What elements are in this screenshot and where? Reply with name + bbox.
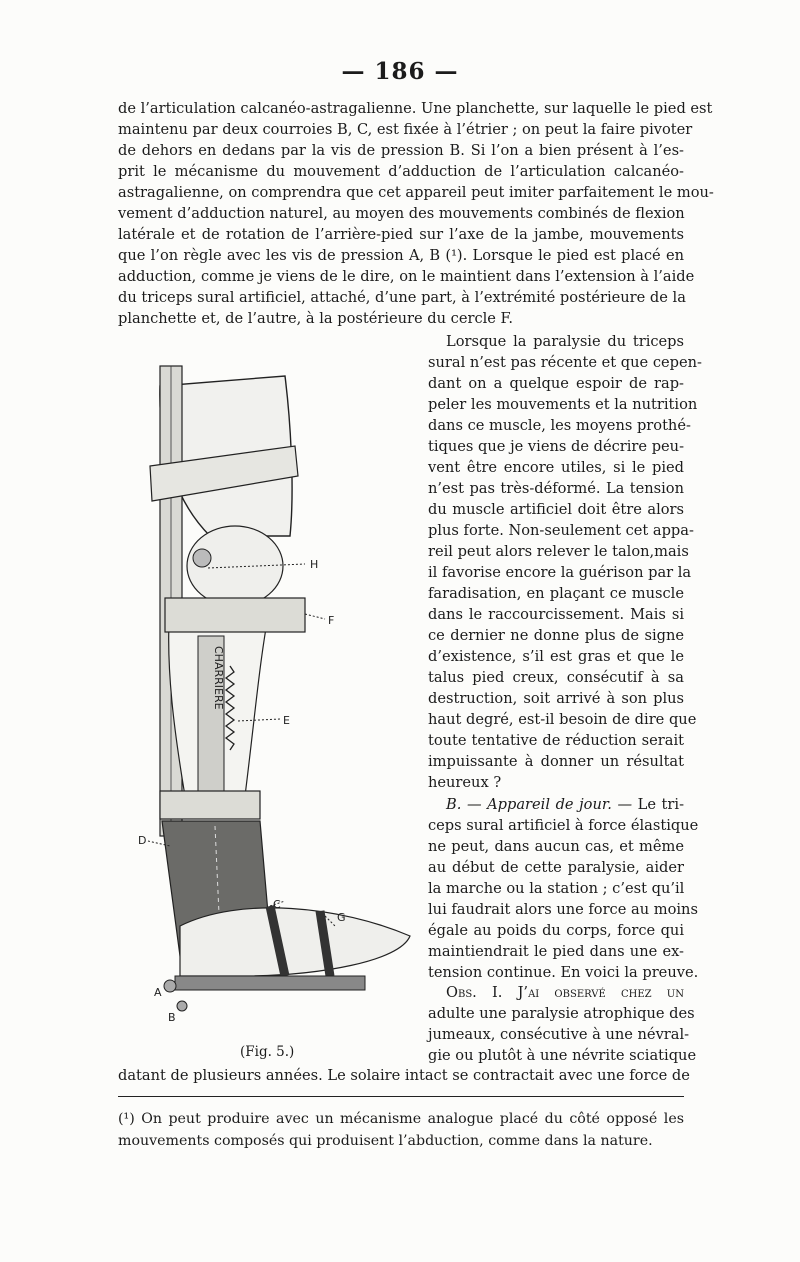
paragraph2-line: reil peut alors relever le talon,mais (428, 543, 689, 560)
paragraph1-line: de dehors en dedans par la vis de pression B. Si l’on a bien présent à l’es- (118, 142, 684, 159)
paragraph2-line: heureux ? (428, 774, 502, 791)
label-A: A (154, 986, 162, 999)
paragraph2-line: d’existence, s’il est gras et que le (428, 648, 684, 665)
paragraph3-line: ceps sural artificiel à force élastique (428, 817, 699, 834)
strap-label: CHARRIERE (212, 646, 225, 710)
paragraph2-line: toute tentative de réduction serait (428, 732, 684, 749)
label-E: E (283, 714, 290, 727)
label-C: C (273, 898, 281, 911)
paragraph2-line: vent être encore utiles, si le pied (428, 459, 684, 476)
paragraph1-line: de l’articulation calcanéo-astragalienne. Une planchette, sur laquelle le pied est (118, 100, 713, 117)
paragraph2-line: haut degré, est-il besoin de dire que (428, 711, 697, 728)
paragraph4-line: adulte une paralysie atrophique des (428, 1005, 695, 1022)
paragraph2-line: talus pied creux, consécutif à sa (428, 669, 684, 686)
paragraph2-line: il favorise encore la guérison par la (428, 564, 692, 581)
figure-caption: (Fig. 5.) (240, 1044, 295, 1060)
paragraph1-line: vement d’adduction naturel, au moyen des mouvements combinés de flexion (118, 205, 685, 222)
paragraph2-line: destruction, soit arrivé à son plus (428, 690, 684, 707)
paragraph2-line: tiques que je viens de décrire peu- (428, 438, 684, 455)
paragraph2-line: ce dernier ne donne plus de signe (428, 627, 684, 644)
leg-brace-illustration (120, 336, 420, 1036)
section-heading: B. — Appareil de jour. — (446, 796, 633, 813)
footnote (118, 1108, 684, 1152)
paragraph2-line: du muscle artificiel doit être alors (428, 501, 684, 518)
paragraph-3 (428, 794, 699, 983)
paragraph1-line: prit le mécanisme du mouvement d’adduction de l’articulation calcanéo- (118, 163, 684, 180)
paragraph1-line: que l’on règle avec les vis de pression A, B (¹). Lorsque le pied est placé en (118, 247, 684, 264)
paragraph1-line: planchette et, de l’autre, à la postérieure du cercle F. (118, 310, 514, 327)
page-number: — 186 — (341, 58, 459, 85)
paragraph2-line: n’est pas très-déformé. La tension (428, 480, 684, 497)
paragraph2-line: Lorsque la paralysie du triceps (446, 333, 684, 350)
paragraph-1 (118, 98, 714, 329)
paragraph2-line: peler les mouvements et la nutrition (428, 396, 698, 413)
paragraph-4 (428, 982, 697, 1066)
observation-heading: Obs. I. J’ai observé chez un (446, 984, 684, 1001)
paragraph4-line: gie ou plutôt à une névrite sciatique (428, 1047, 697, 1064)
paragraph-2 (428, 331, 702, 793)
paragraph-3-first-line: B. — Appareil de jour. — Le tri- (446, 796, 685, 813)
paragraph3-line: ne peut, dans aucun cas, et même (428, 838, 684, 855)
label-D: D (138, 834, 147, 847)
paragraph3-line: tension continue. En voici la preuve. (428, 964, 699, 981)
paragraph3-line: égale au poids du corps, force qui (428, 922, 684, 939)
paragraph1-line: adduction, comme je viens de le dire, on le maintient dans l’extension à l’aide (118, 268, 695, 285)
paragraph3-line: la marche ou la station ; c’est qu’il (428, 880, 685, 897)
paragraph4-line: jumeaux, consécutive à une névral- (428, 1026, 690, 1043)
label-G: G (337, 911, 346, 924)
paragraph2-line: dans ce muscle, les moyens prothé- (428, 417, 691, 434)
label-F: F (328, 614, 335, 627)
footnote-line: mouvements composés qui produisent l’abduction, comme dans la nature. (118, 1133, 653, 1149)
paragraph2-line: dant on a quelque espoir de rap- (428, 375, 684, 392)
footnote-line: (¹) On peut produire avec un mécanisme analogue placé du côté opposé les (118, 1111, 684, 1127)
paragraph-5: datant de plusieurs années. Le solaire intact se contractait avec une force de (118, 1067, 690, 1084)
label-B: B (168, 1011, 176, 1024)
paragraph2-line: dans le raccourcissement. Mais si (428, 606, 684, 623)
paragraph2-line: plus forte. Non-seulement cet appa- (428, 522, 694, 539)
label-H: H (310, 558, 319, 571)
paragraph3-line: au début de cette paralysie, aider (428, 859, 684, 876)
paragraph2-line: faradisation, en plaçant ce muscle (428, 585, 684, 602)
paragraph1-line: astragalienne, on comprendra que cet appareil peut imiter parfaitement le mou- (118, 184, 714, 201)
paragraph3-line: lui faudrait alors une force au moins (428, 901, 698, 918)
paragraph3-line: maintiendrait le pied dans une ex- (428, 943, 684, 960)
paragraph1-line: latérale et de rotation de l’arrière-pied sur l’axe de la jambe, mouvements (118, 226, 684, 243)
paragraph2-line: sural n’est pas récente et que cepen- (428, 354, 702, 371)
paragraph1-line: maintenu par deux courroies B, C, est fixée à l’étrier ; on peut la faire pivoter (118, 121, 693, 138)
paragraph2-line: impuissante à donner un résultat (428, 753, 684, 770)
footnote-rule (118, 1096, 684, 1097)
paragraph1-line: du triceps sural artificiel, attaché, d’une part, à l’extrémité postérieure de la (118, 289, 686, 306)
